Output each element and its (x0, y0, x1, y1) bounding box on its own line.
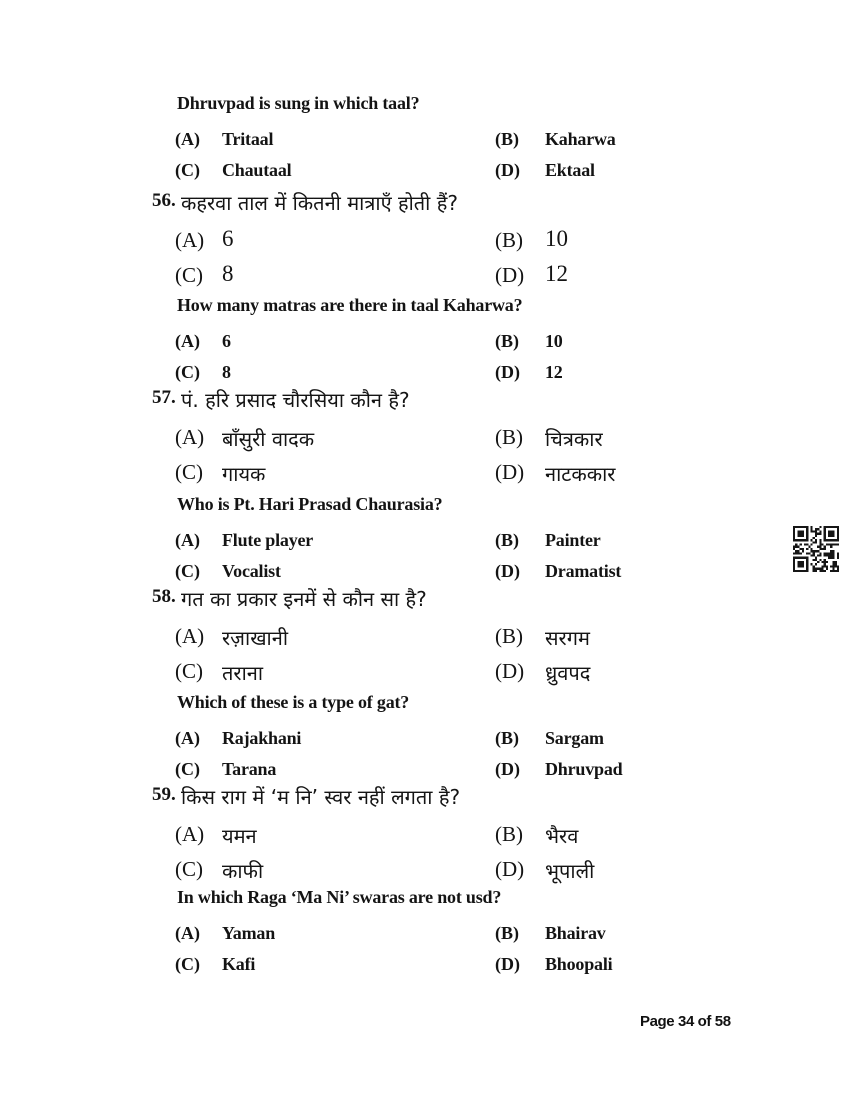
option-b-label: (B) (495, 624, 523, 648)
option-b-label: (B) (495, 228, 523, 252)
option-a-label: (A) (175, 331, 200, 351)
option-a-text: 6 (222, 226, 234, 251)
option-b-text: सरगम (545, 626, 590, 650)
option-c-label: (C) (175, 362, 200, 382)
option-b-label: (B) (495, 331, 519, 351)
option-d-text: Dhruvpad (545, 759, 623, 779)
question-text: How many matras are there in taal Kaharwa? (177, 295, 523, 315)
option-c-text: गायक (222, 462, 266, 486)
option-d-label: (D) (495, 561, 520, 581)
option-b-text: Bhairav (545, 923, 606, 943)
question-text: गत का प्रकार इनमें से कौन सा है? (181, 587, 427, 611)
option-d-label: (D) (495, 857, 525, 881)
question-text: किस राग में ‘म नि’ स्वर नहीं लगता है? (181, 785, 461, 809)
option-c-label: (C) (175, 759, 200, 779)
option-b-label: (B) (495, 425, 523, 449)
option-b-text: Painter (545, 530, 601, 550)
question-text: Which of these is a type of gat? (177, 692, 410, 712)
option-a-label: (A) (175, 129, 200, 149)
option-a-text: बाँसुरी वादक (222, 427, 315, 451)
option-c-text: 8 (222, 261, 234, 286)
option-b-label: (B) (495, 923, 519, 943)
option-a-text: Yaman (222, 923, 276, 943)
qr-code (793, 526, 839, 572)
option-d-label: (D) (495, 954, 520, 974)
option-c-text: Vocalist (222, 561, 281, 581)
option-d-label: (D) (495, 362, 520, 382)
option-a-text: यमन (222, 824, 257, 848)
option-d-text: Bhoopali (545, 954, 613, 974)
option-a-text: रज़ाखानी (222, 626, 289, 650)
question-number: 58. (152, 586, 176, 607)
option-c-label: (C) (175, 857, 203, 881)
question-text: कहरवा ताल में कितनी मात्राएँ होती हैं? (181, 191, 458, 215)
option-a-label: (A) (175, 923, 200, 943)
option-b-label: (B) (495, 728, 519, 748)
option-c-text: 8 (222, 362, 231, 382)
option-a-text: 6 (222, 331, 231, 351)
option-b-label: (B) (495, 530, 519, 550)
option-c-label: (C) (175, 954, 200, 974)
option-d-text: ध्रुवपद (545, 661, 591, 685)
question-number: 57. (152, 387, 176, 408)
option-d-text: 12 (545, 362, 563, 382)
option-c-label: (C) (175, 263, 203, 287)
question-text: Dhruvpad is sung in which taal? (177, 93, 420, 113)
option-c-text: Tarana (222, 759, 277, 779)
option-d-text: Dramatist (545, 561, 622, 581)
option-a-text: Rajakhani (222, 728, 302, 748)
option-a-label: (A) (175, 425, 205, 449)
option-a-label: (A) (175, 228, 205, 252)
option-c-label: (C) (175, 561, 200, 581)
question-text: Who is Pt. Hari Prasad Chaurasia? (177, 494, 443, 514)
question-number: 56. (152, 190, 176, 211)
option-b-text: Sargam (545, 728, 604, 748)
option-a-text: Flute player (222, 530, 314, 550)
option-d-label: (D) (495, 460, 525, 484)
option-c-text: Kafi (222, 954, 256, 974)
option-b-text: 10 (545, 226, 568, 251)
option-d-text: भूपाली (545, 859, 595, 883)
question-number: 59. (152, 784, 176, 805)
option-a-label: (A) (175, 624, 205, 648)
option-b-label: (B) (495, 129, 519, 149)
option-d-text: नाटककार (545, 462, 616, 486)
option-c-text: तराना (222, 661, 264, 685)
option-a-label: (A) (175, 822, 205, 846)
option-b-text: चित्रकार (545, 427, 603, 451)
option-a-label: (A) (175, 728, 200, 748)
option-c-label: (C) (175, 160, 200, 180)
qr-code-image (793, 526, 839, 572)
option-d-text: 12 (545, 261, 568, 286)
option-d-label: (D) (495, 160, 520, 180)
option-c-text: Chautaal (222, 160, 292, 180)
option-c-label: (C) (175, 460, 203, 484)
question-text: In which Raga ‘Ma Ni’ swaras are not usd? (177, 887, 502, 907)
option-d-label: (D) (495, 659, 525, 683)
option-a-text: Tritaal (222, 129, 274, 149)
option-c-text: काफी (222, 859, 264, 883)
option-d-text: Ektaal (545, 160, 595, 180)
option-d-label: (D) (495, 263, 525, 287)
page-footer: Page 34 of 58 (640, 1013, 731, 1030)
option-b-text: 10 (545, 331, 563, 351)
option-b-text: भैरव (545, 824, 579, 848)
option-a-label: (A) (175, 530, 200, 550)
question-text: पं. हरि प्रसाद चौरसिया कौन है? (181, 388, 410, 412)
option-b-label: (B) (495, 822, 523, 846)
option-b-text: Kaharwa (545, 129, 616, 149)
option-c-label: (C) (175, 659, 203, 683)
option-d-label: (D) (495, 759, 520, 779)
